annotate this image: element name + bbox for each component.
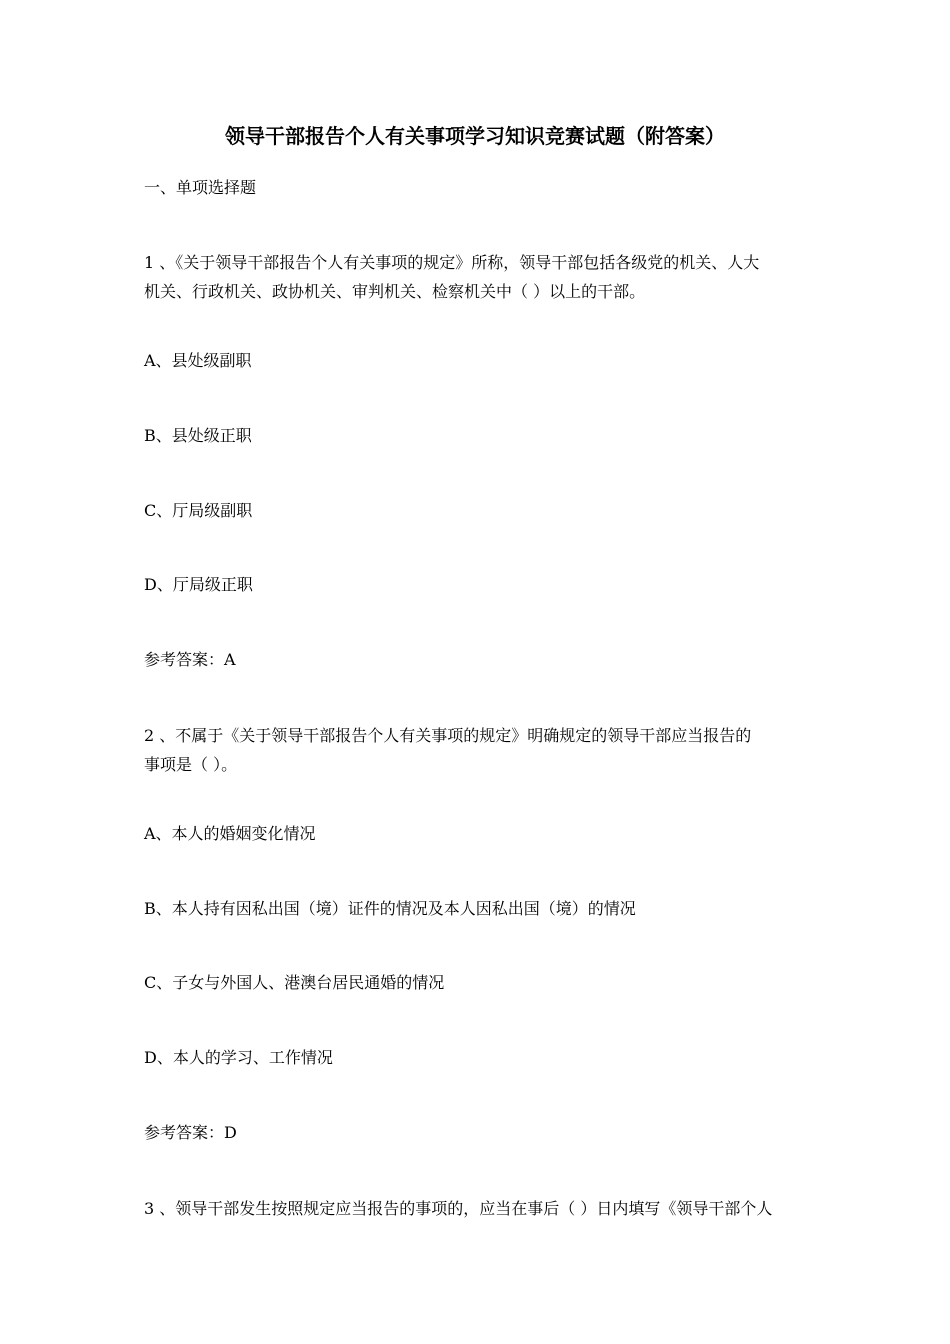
question-3-stem xyxy=(144,1194,814,1223)
question-2-stem-line-1: 2 、不属于《关于领导干部报告个人有关事项的规定》明确规定的领导干部应当报告的 xyxy=(144,726,752,745)
question-1-stem-line-1: 1 、《关于领导干部报告个人有关事项的规定》所称，领导干部包括各级党的机关、人大 xyxy=(144,253,760,272)
question-1-answer: 参考答案：A xyxy=(144,650,236,669)
question-1-option-a: A、县处级副职 xyxy=(144,351,252,370)
question-2-option-d: D、本人的学习、工作情况 xyxy=(144,1048,333,1067)
question-1-option-c: C、厅局级副职 xyxy=(144,501,253,520)
question-3-stem-line-1: 3 、领导干部发生按照规定应当报告的事项的，应当在事后（ ）日内填写《领导干部个人 xyxy=(144,1199,773,1218)
question-1-option-b: B、县处级正职 xyxy=(144,426,252,445)
question-1-stem xyxy=(144,248,814,306)
question-2-option-c: C、子女与外国人、港澳台居民通婚的情况 xyxy=(144,973,445,992)
question-2-stem xyxy=(144,721,814,779)
question-2-option-a: A、本人的婚姻变化情况 xyxy=(144,824,316,843)
document-title: 领导干部报告个人有关事项学习知识竞赛试题（附答案） xyxy=(225,124,725,148)
question-2-stem-line-2: 事项是（ ）。 xyxy=(144,755,238,774)
question-1-stem-line-2: 机关、行政机关、政协机关、审判机关、检察机关中（ ）以上的干部。 xyxy=(144,282,646,301)
question-2-answer: 参考答案：D xyxy=(144,1123,237,1142)
question-1-option-d: D、厅局级正职 xyxy=(144,575,253,594)
question-2-option-b: B、本人持有因私出国（境）证件的情况及本人因私出国（境）的情况 xyxy=(144,899,636,918)
section-heading: 一、单项选择题 xyxy=(144,178,257,197)
